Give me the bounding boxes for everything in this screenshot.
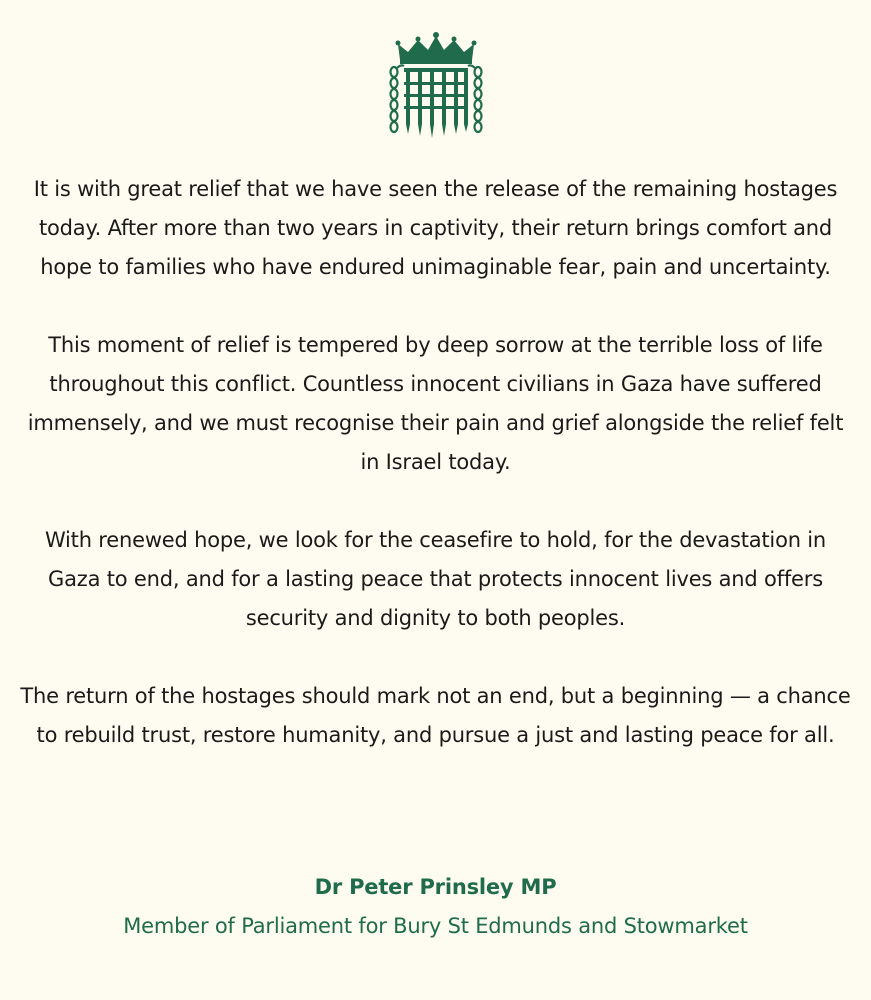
statement-paragraph-2: This moment of relief is tempered by deep sorrow at the terrible loss of life throughout this conflict. Countless innocent civilians in Gaza have suffered immensely, and we must recognise their pain and grief alongside the relief felt in Israel today. — [27, 333, 844, 474]
portcullis-icon — [388, 30, 484, 142]
statement-paragraph-3: With renewed hope, we look for the ceasefire to hold, for the devastation in Gaza to end, and for a lasting peace that protects innocent lives and offers security and dignity to both peoples. — [44, 528, 827, 630]
statement-paragraph-4: The return of the hostages should mark not an end, but a beginning — a chance to rebuild trust, restore humanity, and pursue a just and lasting peace for all. — [20, 684, 851, 747]
statement-paragraph-1: It is with great relief that we have seen the release of the remaining hostages today. After more than two years in captivity, their return brings comfort and hope to families who have endured unimaginable fear, pain and uncertainty. — [33, 177, 838, 279]
signature-role: Member of Parliament for Bury St Edmunds and Stowmarket — [123, 914, 748, 938]
signature-name: Dr Peter Prinsley MP — [314, 875, 557, 899]
statement-body — [20, 170, 851, 755]
signature-block — [0, 868, 871, 946]
